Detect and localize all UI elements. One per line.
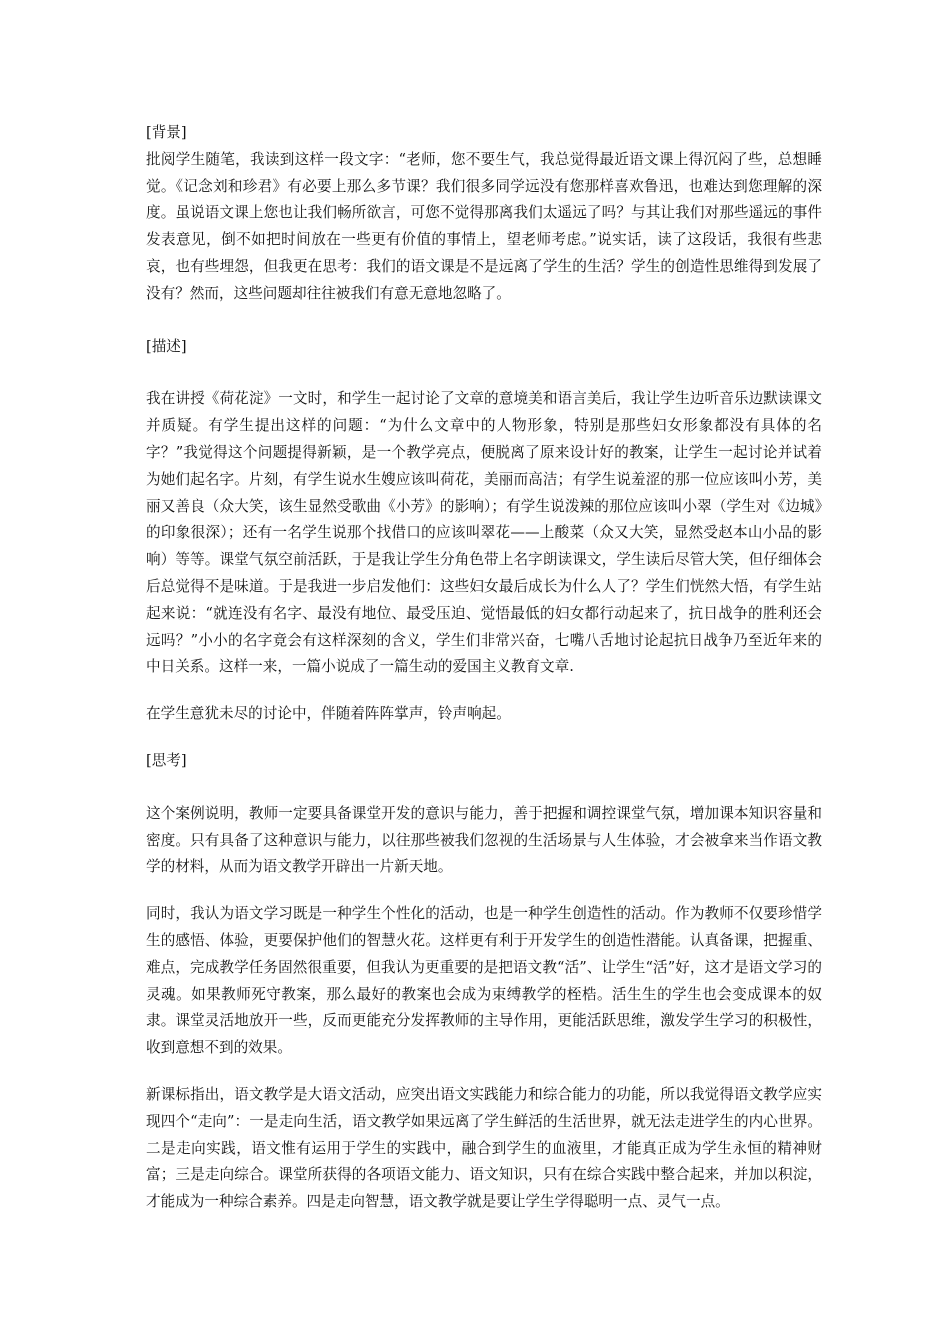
heading-background: [背景]	[146, 124, 187, 141]
document-page	[146, 120, 822, 1216]
spacer	[146, 681, 822, 701]
spacer	[146, 881, 822, 901]
spacer	[146, 728, 822, 748]
spacer	[146, 1062, 822, 1082]
spacer	[146, 775, 822, 801]
paragraph-reflection-1: 这个案例说明，教师一定要具备课堂开发的意识与能力，善于把握和调控课堂气氛，增加课本知识容量和密度。只有具备了这种意识与能力，以往那些被我们忽视的生活场景与人生体验，才会被拿来当作语文教学的材料，从而为语文教学开辟出一片新天地。	[146, 804, 822, 876]
spacer	[146, 308, 822, 334]
spacer	[146, 360, 822, 386]
paragraph-description-1: 我在讲授《荷花淀》一文时，和学生一起讨论了文章的意境美和语言美后，我让学生边听音乐边默读课文并质疑。有学生提出这样的问题：“为什么文章中的人物形象，特别是那些妇女形象都没有具体的名字？”我觉得这个问题提得新颖，是一个教学亮点，便脱离了原来设计好的教案，让学生一起讨论并试着为她们起名字。片刻，有学生说水生嫂应该叫荷花，美丽而高洁；有学生说羞涩的那一位应该叫小芳，美丽又善良（众大笑，该生显然受歌曲《小芳》的影响）；有学生说泼辣的那位应该叫小翠（学生对《边城》的印象很深）；还有一名学生说那个找借口的应该叫翠花——上酸菜（众又大笑，显然受赵本山小品的影响）等等。课堂气氛空前活跃，于是我让学生分角色带上名字朗读课文，学生读后尽管大笑，但仔细体会后总觉得不是味道。于是我进一步启发他们：这些妇女最后成长为什么人了？学生们恍然大悟，有学生站起来说：“就连没有名字、最没有地位、最受压迫、觉悟最低的妇女都行动起来了，抗日战争的胜利还会远吗？”小小的名字竟会有这样深刻的含义，学生们非常兴奋，七嘴八舌地讨论起抗日战争乃至近年来的中日关系。这样一来，一篇小说成了一篇生动的爱国主义教育文章.	[146, 390, 822, 676]
heading-reflection: [思考]	[146, 751, 187, 769]
paragraph-description-2: 在学生意犹未尽的讨论中，伴随着阵阵掌声，铃声响起。	[146, 705, 511, 723]
paragraph-background-1: 批阅学生随笔，我读到这样一段文字：“老师，您不要生气，我总觉得最近语文课上得沉闷了些，总想睡觉。《记念刘和珍君》有必要上那么多节课？我们很多同学远没有您那样喜欢鲁迅，也难达到您理解的深度。虽说语文课上您也让我们畅所欲言，可您不觉得那离我们太遥远了吗？与其让我们对那些遥远的事件发表意见，倒不如把时间放在一些更有价值的事情上，望老师考虑。”说实话，读了这段话，我很有些悲哀，也有些埋怨，但我更在思考：我们的语文课是不是远离了学生的生活？学生的创造性思维得到发展了没有？然而，这些问题却往往被我们有意无意地忽略了。	[146, 150, 822, 302]
paragraph-reflection-3: 新课标指出，语文教学是大语文活动，应突出语文实践能力和综合能力的功能，所以我觉得语文教学应实现四个“走向”：一是走向生活，语文教学如果远离了学生鲜活的生活世界，就无法走进学生的内心世界。二是走向实践，语文惟有运用于学生的实践中，融合到学生的血液里，才能真正成为学生永恒的精神财富；三是走向综合。课堂所获得的各项语文能力、语文知识，只有在综合实践中整合起来，并加以积淀，才能成为一种综合素养。四是走向智慧，语文教学就是要让学生学得聪明一点、灵气一点。	[146, 1085, 822, 1211]
paragraph-reflection-2: 同时，我认为语文学习既是一种学生个性化的活动，也是一种学生创造性的活动。作为教师不仅要珍惜学生的感悟、体验，更要保护他们的智慧火花。这样更有利于开发学生的创造性潜能。认真备课，把握重、难点，完成教学任务固然很重要，但我认为更重要的是把语文教“活”、让学生“活”好，这才是语文学习的灵魂。如果教师死守教案，那么最好的教案也会成为束缚教学的桎梏。活生生的学生也会变成课本的奴隶。课堂灵活地放开一些，反而更能充分发挥教师的主导作用，更能活跃思维，激发学生学习的积极性，收到意想不到的效果。	[146, 905, 822, 1057]
heading-description: [描述]	[146, 337, 187, 355]
